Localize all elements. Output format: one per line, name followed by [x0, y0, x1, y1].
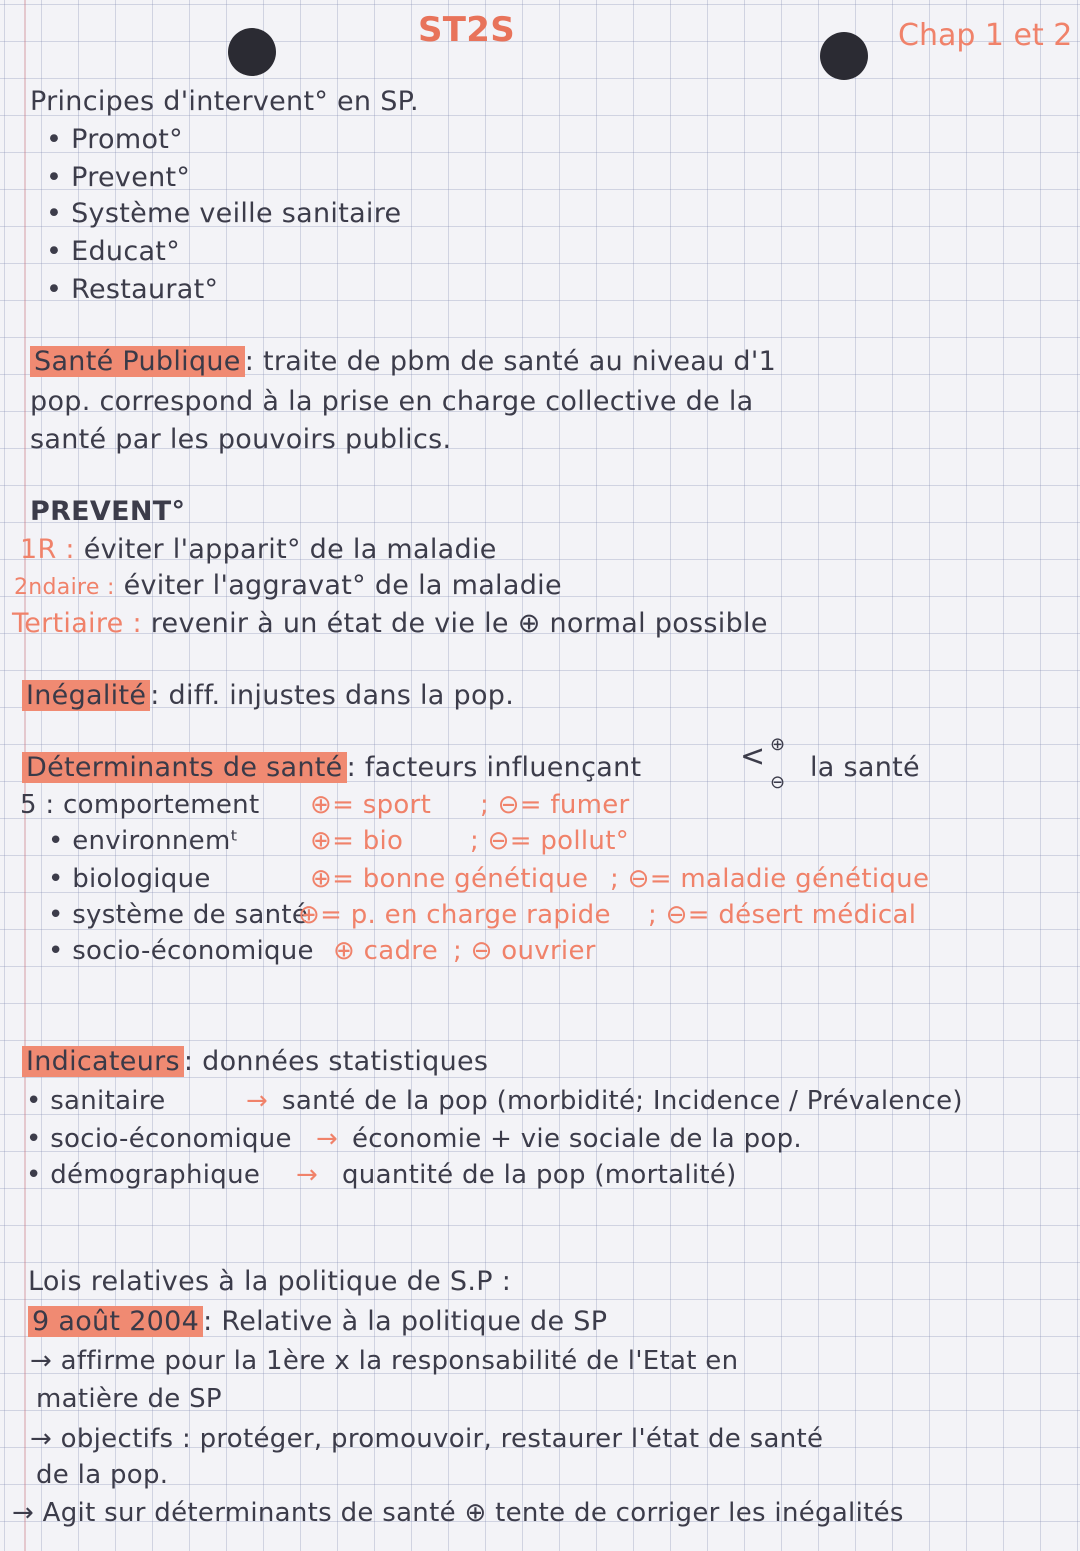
- prevention-primary-text: éviter l'apparit° de la maladie: [83, 534, 497, 565]
- determinant-row: • socio-économique ⊕ cadre ; ⊖ ouvrier: [48, 936, 596, 966]
- lois-line: matière de SP: [36, 1384, 222, 1414]
- lois-date: 9 août 2004: [28, 1306, 203, 1337]
- prevention-heading: PREVENT°: [30, 496, 186, 527]
- page-title: ST2S: [418, 10, 516, 50]
- brace-symbol: <: [740, 739, 766, 774]
- sante-publique-line3: santé par les pouvoirs publics.: [30, 424, 452, 455]
- prevention-tertiary-label: Tertiaire :: [12, 608, 142, 639]
- principes-heading: Principes d'intervent° en SP.: [30, 86, 419, 117]
- indicateurs-line: [22, 1046, 488, 1077]
- lois-line: → affirme pour la 1ère x la responsabilité de l'Etat en: [30, 1346, 739, 1376]
- indicateur-row: • sanitaire → santé de la pop (morbidité; Incidence / Prévalence): [26, 1086, 963, 1116]
- determinants-line: [22, 752, 641, 783]
- principes-item: • Système veille sanitaire: [46, 198, 402, 229]
- principes-item: • Prevent°: [46, 162, 191, 193]
- chapter-label: Chap 1 et 2: [898, 18, 1073, 53]
- inegalite-term: Inégalité: [22, 680, 150, 711]
- indicateur-row: • socio-économique → économie + vie sociale de la pop.: [26, 1124, 802, 1154]
- determinant-row: • biologique ⊕= bonne génétique ; ⊖= maladie génétique: [48, 864, 930, 894]
- lois-line: → Agit sur déterminants de santé ⊕ tente de corriger les inégalités: [12, 1498, 904, 1528]
- prevention-secondary: [14, 570, 562, 601]
- sante-publique-text: : traite de pbm de santé au niveau d'1: [244, 346, 777, 377]
- sante-publique-term: Santé Publique: [30, 346, 245, 377]
- prevention-secondary-text: éviter l'aggravat° de la maladie: [123, 570, 562, 601]
- determinant-row: • système de santé⊕= p. en charge rapide ; ⊖= désert médical: [48, 900, 917, 930]
- determinant-row: • environnemᵗ ⊕= bio ; ⊖= pollut°: [48, 826, 629, 856]
- prevention-tertiary: [12, 608, 768, 639]
- binder-hole-left: [228, 28, 276, 76]
- inegalite-definition: : diff. injustes dans la pop.: [150, 680, 515, 711]
- principes-item: • Restaurat°: [46, 274, 219, 305]
- indicateur-row: • démographique → quantité de la pop (mortalité): [26, 1160, 737, 1190]
- indicateurs-definition: : données statistiques: [183, 1046, 489, 1077]
- prevention-primary: [20, 534, 497, 565]
- minus-symbol: ⊖: [770, 772, 786, 793]
- inegalite-line: [22, 680, 514, 711]
- prevention-secondary-label: 2ndaire :: [14, 575, 115, 600]
- determinant-row: 5 : comportement ⊕= sport ; ⊖= fumer: [20, 790, 630, 820]
- determinants-definition: : facteurs influençant: [346, 752, 642, 783]
- indicateurs-term: Indicateurs: [22, 1046, 184, 1077]
- principes-item: • Educat°: [46, 236, 180, 267]
- lois-heading: Lois relatives à la politique de S.P :: [28, 1266, 512, 1297]
- sante-publique-line1: [30, 346, 776, 377]
- determinants-term: Déterminants de santé: [22, 752, 347, 783]
- sante-publique-line2: pop. correspond à la prise en charge collective de la: [30, 386, 754, 417]
- plus-symbol: ⊕: [770, 734, 786, 755]
- binder-hole-right: [820, 32, 868, 80]
- determinants-tail: la santé: [810, 752, 920, 783]
- lois-line: de la pop.: [36, 1460, 169, 1490]
- lois-date-line: [28, 1306, 607, 1337]
- lois-date-text: : Relative à la politique de SP: [203, 1306, 608, 1337]
- principes-item: • Promot°: [46, 124, 183, 155]
- prevention-tertiary-text: revenir à un état de vie le ⊕ normal possible: [150, 608, 768, 639]
- lois-line: → objectifs : protéger, promouvoir, restaurer l'état de santé: [30, 1424, 824, 1454]
- prevention-primary-label: 1R :: [20, 534, 75, 565]
